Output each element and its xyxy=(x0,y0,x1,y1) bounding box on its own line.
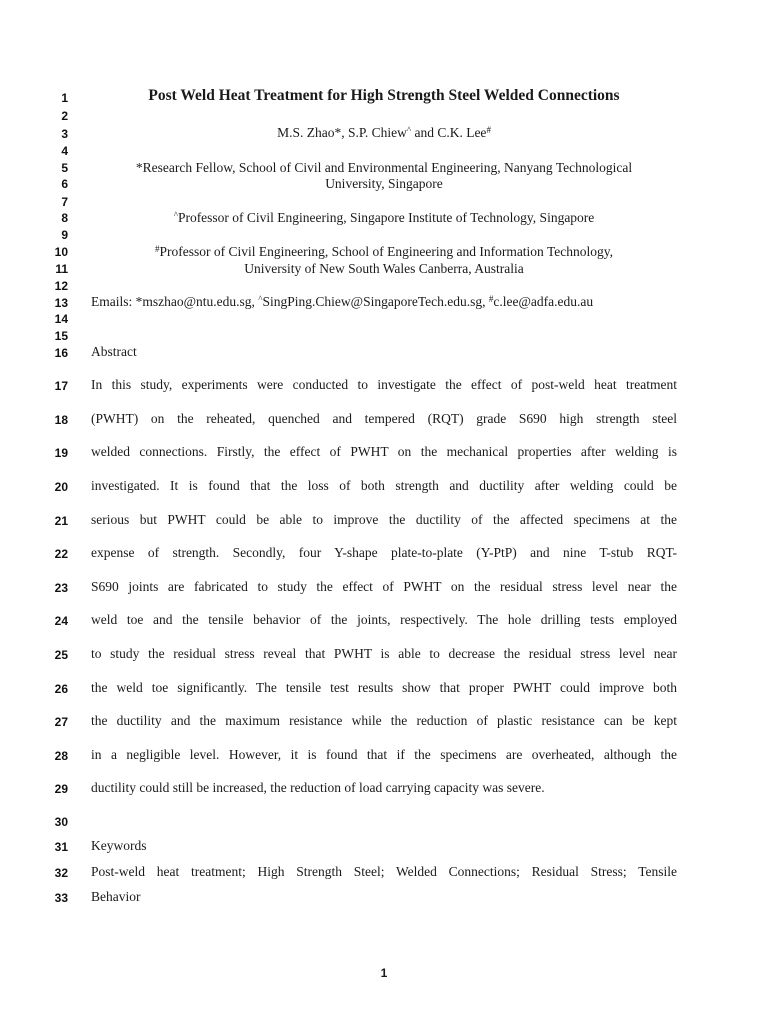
line-number: 5 xyxy=(61,161,68,175)
line-number: 19 xyxy=(54,446,68,460)
line-number: 6 xyxy=(61,177,68,191)
affiliation-marker: # xyxy=(155,244,160,254)
keywords-line: Post-weld heat treatment; High Strength Steel; Welded Connections; Residual Stress; Tensile xyxy=(91,864,677,879)
affiliation-marker: ^ xyxy=(173,210,178,220)
line-number: 31 xyxy=(54,840,68,854)
line-number: 29 xyxy=(54,782,68,796)
line-number: 23 xyxy=(54,581,68,595)
line-number: 11 xyxy=(55,262,68,276)
email-line xyxy=(91,294,593,310)
affiliation-2 xyxy=(90,210,678,226)
email-text: SingPing.Chiew@SingaporeTech.edu.sg, xyxy=(262,294,489,309)
affiliation-3-line-1 xyxy=(90,244,678,260)
line-number: 15 xyxy=(54,329,68,343)
line-number: 4 xyxy=(61,144,68,158)
line-number: 1 xyxy=(61,91,68,105)
abstract-line: expense of strength. Secondly, four Y-shape plate-to-plate (Y-PtP) and nine T-stub RQT- xyxy=(91,545,677,560)
abstract-line: investigated. It is found that the loss of both strength and ductility after welding could be xyxy=(91,478,677,493)
abstract-line: to study the residual stress reveal that PWHT is able to decrease the residual stress level near xyxy=(91,646,677,661)
author-name: S.P. Chiew xyxy=(347,125,407,140)
line-number: 3 xyxy=(61,127,68,141)
line-number: 22 xyxy=(54,547,68,561)
affiliation-marker: # xyxy=(488,294,494,304)
abstract-line: the weld toe significantly. The tensile test results show that proper PWHT could improve both xyxy=(91,680,677,695)
line-number: 27 xyxy=(54,715,68,729)
affiliation-text: Professor of Civil Engineering, Singapore Institute of Technology, Singapore xyxy=(177,210,595,225)
line-number: 21 xyxy=(54,514,68,528)
abstract-heading: Abstract xyxy=(91,344,137,359)
line-number: 13 xyxy=(54,296,68,310)
abstract-line: the ductility and the maximum resistance while the reduction of plastic resistance can be kept xyxy=(91,713,677,728)
author-name: and C.K. Lee xyxy=(411,125,487,140)
line-number: 14 xyxy=(54,312,68,326)
line-number: 10 xyxy=(54,245,68,259)
line-number: 32 xyxy=(54,866,68,880)
line-number: 12 xyxy=(54,279,68,293)
abstract-line: S690 joints are fabricated to study the effect of PWHT on the residual stress level near the xyxy=(91,579,677,594)
line-number: 7 xyxy=(61,195,68,209)
author-name: M.S. Zhao*, xyxy=(277,125,348,140)
line-number: 8 xyxy=(61,211,68,225)
abstract-line: In this study, experiments were conducted to investigate the effect of post-weld heat treatment xyxy=(91,377,677,392)
abstract-line: (PWHT) on the reheated, quenched and tempered (RQT) grade S690 high strength steel xyxy=(91,411,677,426)
line-number: 17 xyxy=(54,379,68,393)
line-number: 30 xyxy=(54,815,68,829)
abstract-line: weld toe and the tensile behavior of the joints, respectively. The hole drilling tests employed xyxy=(91,612,677,627)
email-text: c.lee@adfa.edu.au xyxy=(493,294,594,309)
paper-title: Post Weld Heat Treatment for High Strength Steel Welded Connections xyxy=(148,87,620,104)
line-number: 9 xyxy=(61,228,68,242)
abstract-line: ductility could still be increased, the reduction of load carrying capacity was severe. xyxy=(91,780,545,795)
email-text: Emails: *mszhao@ntu.edu.sg, xyxy=(91,294,259,309)
abstract-line: welded connections. Firstly, the effect of PWHT on the mechanical properties after welding is xyxy=(91,444,677,459)
line-number: 26 xyxy=(54,682,68,696)
affiliation-1-line-1: *Research Fellow, School of Civil and Environmental Engineering, Nanyang Technological xyxy=(135,160,633,175)
affiliation-marker: ^ xyxy=(406,125,412,135)
keywords-heading: Keywords xyxy=(91,838,147,853)
affiliation-1-line-2: University, Singapore xyxy=(325,176,443,191)
affiliation-marker: ^ xyxy=(258,294,263,304)
line-number: 33 xyxy=(54,891,68,905)
affiliation-text: Professor of Civil Engineering, School of Engineering and Information Technology, xyxy=(159,244,613,259)
affiliation-3-line-2: University of New South Wales Canberra, Australia xyxy=(244,261,524,276)
abstract-line: in a negligible level. However, it is found that if the specimens are overheated, although the xyxy=(91,747,677,762)
line-number: 20 xyxy=(54,480,68,494)
line-number: 18 xyxy=(54,413,68,427)
page-number: 1 xyxy=(380,966,388,980)
line-number: 25 xyxy=(54,648,68,662)
keywords-line: Behavior xyxy=(91,889,141,904)
line-number: 28 xyxy=(54,749,68,763)
line-number: 2 xyxy=(61,109,68,123)
author-line xyxy=(90,125,678,141)
line-number: 24 xyxy=(54,614,68,628)
affiliation-marker: # xyxy=(486,125,491,135)
abstract-line: serious but PWHT could be able to improve the ductility of the affected specimens at the xyxy=(91,512,677,527)
line-number: 16 xyxy=(54,346,68,360)
